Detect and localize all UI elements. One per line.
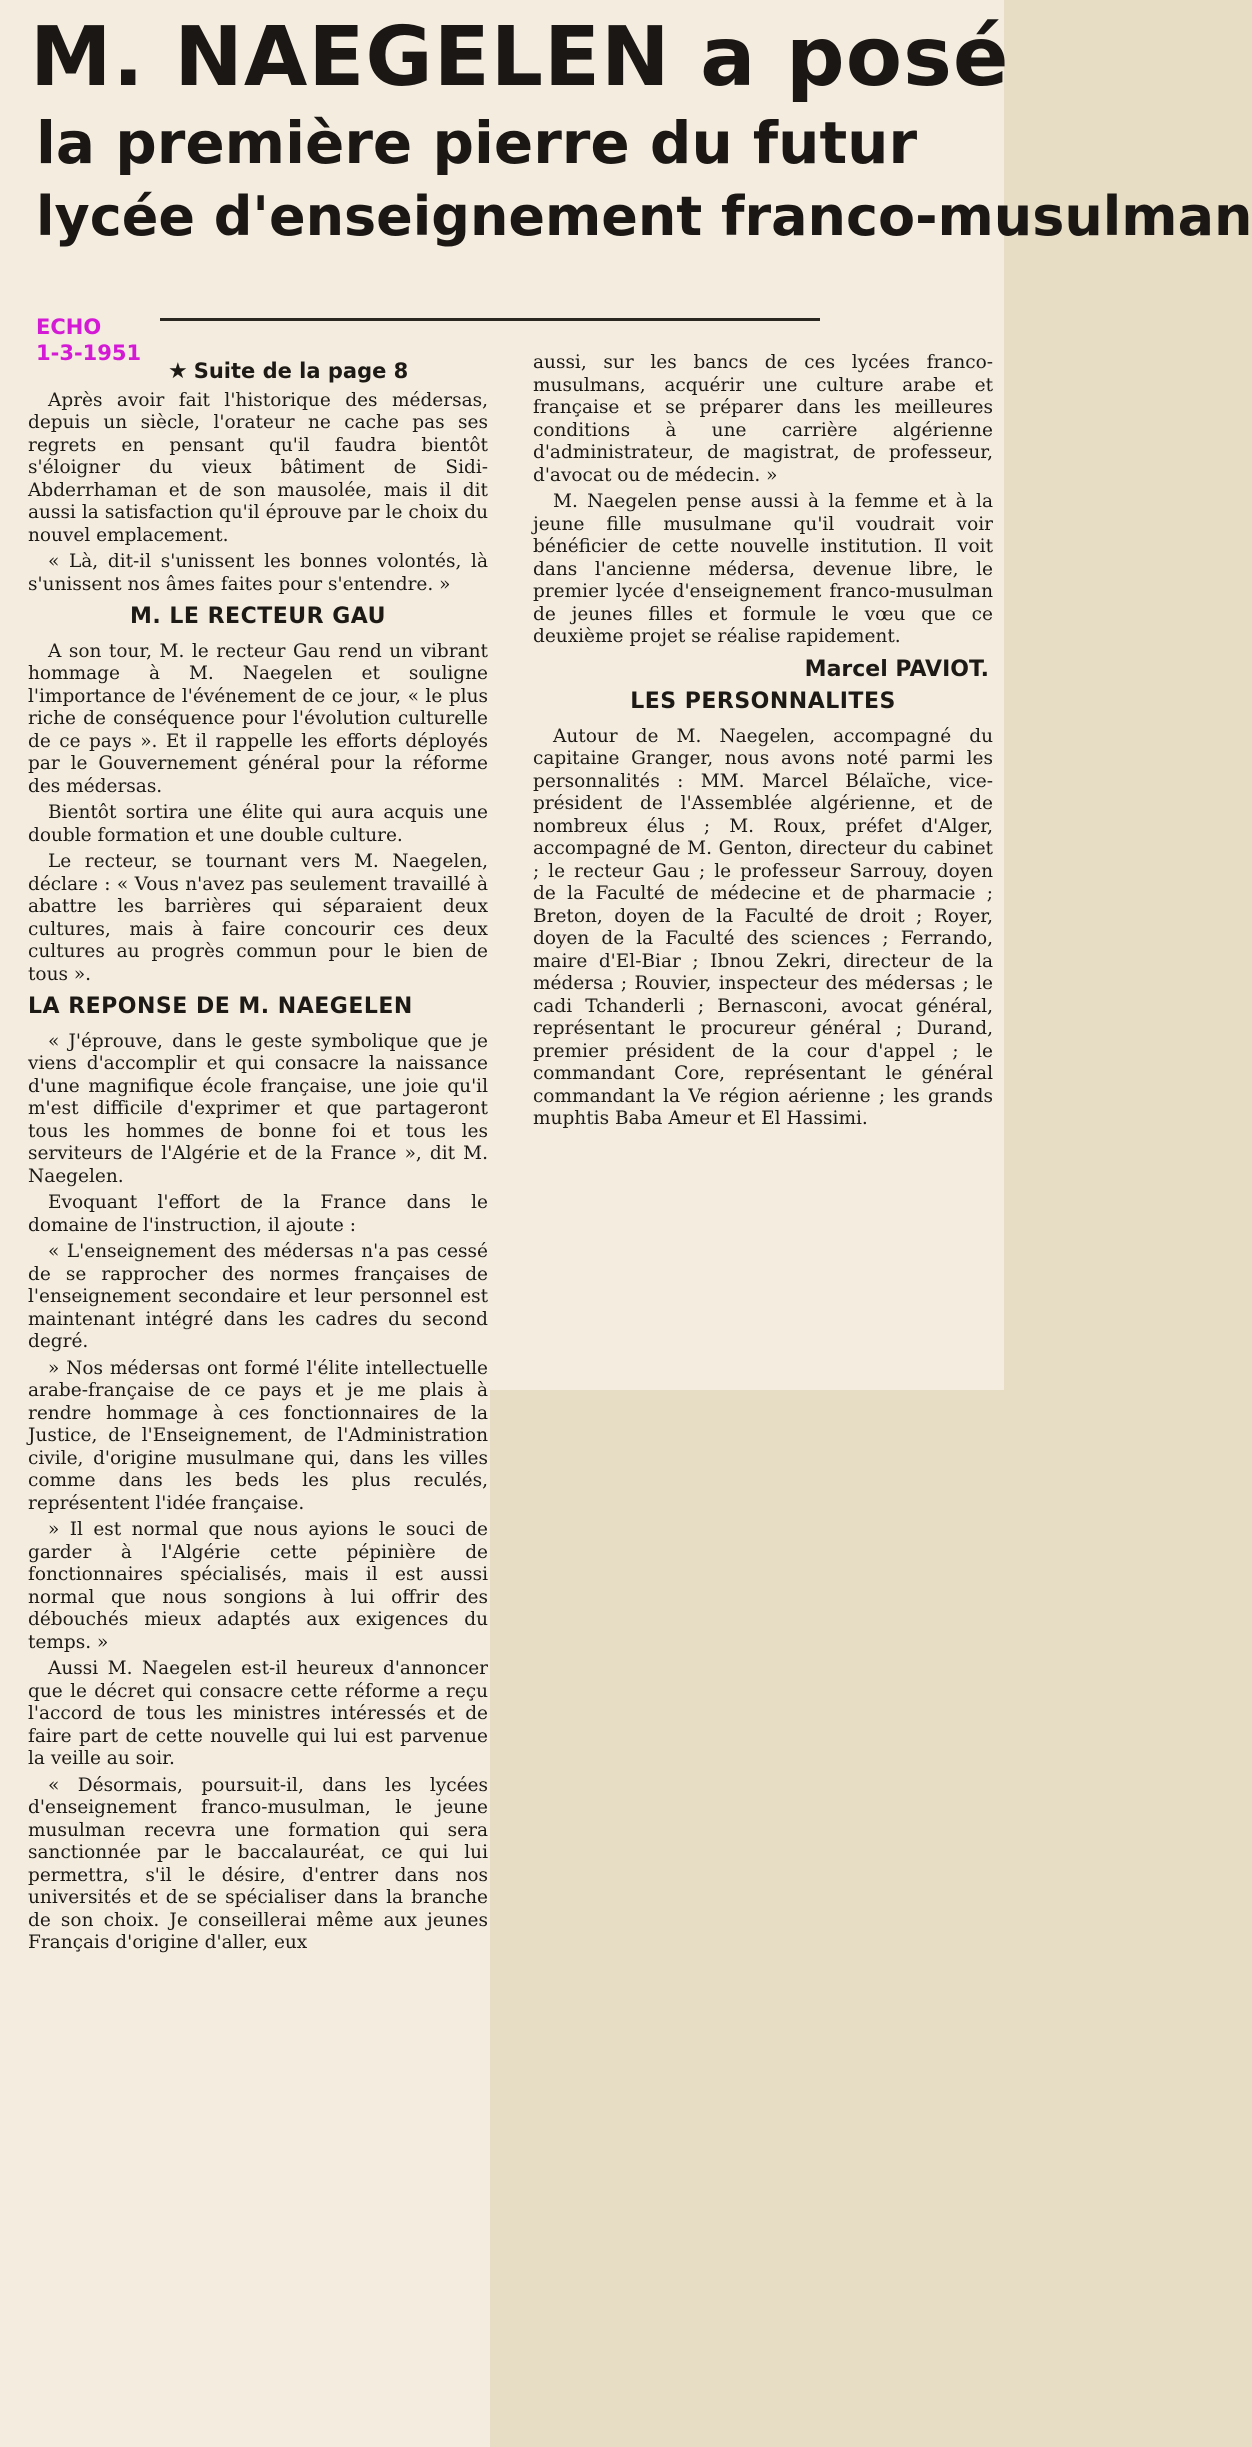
headline	[30, 10, 1252, 254]
right-column	[533, 352, 993, 1135]
paragraph: « Désormais, poursuit-il, dans les lycées d'enseignement franco-musulman, le jeune musulman recevra une formation qui sera sanctionnée par le baccalauréat, ce qui lui permettra, s'il le désire, d'entrer dans nos universités et de se spécialiser dans la branche de son choix. Je conseillerai même aux jeunes Français d'origine d'aller, eux	[28, 1774, 488, 1953]
paragraph: A son tour, M. le recteur Gau rend un vibrant hommage à M. Naegelen et souligne l'importance de l'événement de ce jour, « le plus riche de conséquence pour l'évolution culturelle de ce pays ». Et il rappelle les efforts déployés par le Gouvernement général pour la réforme des médersas.	[28, 640, 488, 797]
section-heading-recteur: M. LE RECTEUR GAU	[130, 604, 386, 629]
paragraph: aussi, sur les bancs de ces lycées franco-musulmans, acquérir une culture arabe et française et se préparer dans les meilleures conditions à une carrière algérienne d'administrateur, de magistrat, de professeur, d'avocat ou de médecin. »	[533, 352, 993, 486]
paragraph: Evoquant l'effort de la France dans le domaine de l'instruction, il ajoute :	[28, 1192, 488, 1236]
paragraph: « J'éprouve, dans le geste symbolique que je viens d'accomplir et qui consacre la naissance d'une magnifique école française, une joie qu'il m'est difficile d'exprimer et que partageront tous les hommes de bonne foi et tous les serviteurs de l'Algérie et de la France », dit M. Naegelen.	[28, 1030, 488, 1187]
continuation-note	[168, 360, 488, 384]
headline-rule	[160, 318, 820, 321]
continuation-label: Suite de la page 8	[193, 359, 409, 383]
stamp-date: 1-3-1951	[36, 341, 142, 365]
section-heading-personnalites: LES PERSONNALITES	[630, 689, 896, 714]
paragraph: Autour de M. Naegelen, accompagné du capitaine Granger, nous avons noté parmi les personnalités : MM. Marcel Bélaïche, vice-président de l'Assemblée algérienne, et de nombreux élus ; M. Roux, préfet d'Alger, accompagné de M. Genton, directeur du cabinet ; le recteur Gau ; le professeur Sarrouy, doyen de la Faculté de médecine et de pharmacie ; Breton, doyen de la Faculté de droit ; Royer, doyen de la Faculté des sciences ; Ferrando, maire d'El-Biar ; Ibnou Zekri, directeur de la médersa ; Rouvier, inspecteur des médersas ; le cadi Tchanderli ; Bernasconi, avocat général, représentant le procureur général ; Durand, premier président de la cour d'appel ; le commandant Core, représentant le général commandant la Ve région aérienne ; les grands muphtis Baba Ameur et El Hassimi.	[533, 725, 993, 1129]
paragraph: » Il est normal que nous ayions le souci de garder à l'Algérie cette pépinière de fonctionnaires spécialisés, mais il est aussi normal que nous songions à lui offrir des débouchés mieux adaptés aux exigences du temps. »	[28, 1519, 488, 1653]
paragraph: « L'enseignement des médersas n'a pas cessé de se rapprocher des normes françaises de l'enseignement secondaire et leur personnel est maintenant intégré dans les cadres du second degré.	[28, 1241, 488, 1352]
paragraph: Bientôt sortira une élite qui aura acquis une double formation et une double culture.	[28, 802, 488, 846]
headline-line-1: M. NAEGELEN a posé	[30, 10, 1010, 105]
paragraph: Aussi M. Naegelen est-il heureux d'annoncer que le décret qui consacre cette réforme a reçu l'accord de tous les ministres intéressés et de faire part de cette nouvelle qui lui est parvenue la veille au soir.	[28, 1658, 488, 1769]
paragraph: M. Naegelen pense aussi à la femme et à la jeune fille musulmane qu'il voudrait voir bénéficier de cette nouvelle institution. Il voit dans l'ancienne médersa, devenue libre, le premier lycée d'enseignement franco-musulman de jeunes filles et formule le vœu que ce deuxième projet se réalise rapidement.	[533, 491, 993, 647]
section-heading-reponse: LA REPONSE DE M. NAEGELEN	[28, 994, 413, 1019]
paragraph: Après avoir fait l'historique des médersas, depuis un siècle, l'orateur ne cache pas ses regrets en pensant qu'il faudra bientôt s'éloigner du vieux bâtiment de Sidi-Abderrhaman et de son mausolée, mais il dit aussi la satisfaction qu'il éprouve par le choix du nouvel emplacement.	[28, 389, 488, 546]
source-stamp	[36, 314, 141, 366]
left-column	[28, 360, 488, 1959]
paragraph: « Là, dit-il s'unissent les bonnes volontés, là s'unissent nos âmes faites pour s'entendre. »	[28, 551, 488, 595]
paragraph: » Nos médersas ont formé l'élite intellectuelle arabe-française de ce pays et je me plais à rendre hommage à ces fonctionnaires de la Justice, de l'Enseignement, de l'Administration civile, d'origine musulmane qui, dans les villes comme dans les beds les plus reculés, représentent l'idée française.	[28, 1357, 488, 1514]
stamp-source: ECHO	[36, 315, 102, 339]
headline-line-3: lycée d'enseignement franco-musulman	[36, 185, 1252, 248]
paragraph: Le recteur, se tournant vers M. Naegelen, déclare : « Vous n'avez pas seulement travaillé à abattre les barrières qui séparaient deux cultures, mais à faire concourir ces deux cultures au progrès commun pour le bien de tous ».	[28, 851, 488, 985]
author-signature: Marcel PAVIOT.	[804, 656, 989, 682]
star-icon: ★	[168, 359, 188, 384]
headline-line-2: la première pierre du futur	[36, 109, 918, 177]
